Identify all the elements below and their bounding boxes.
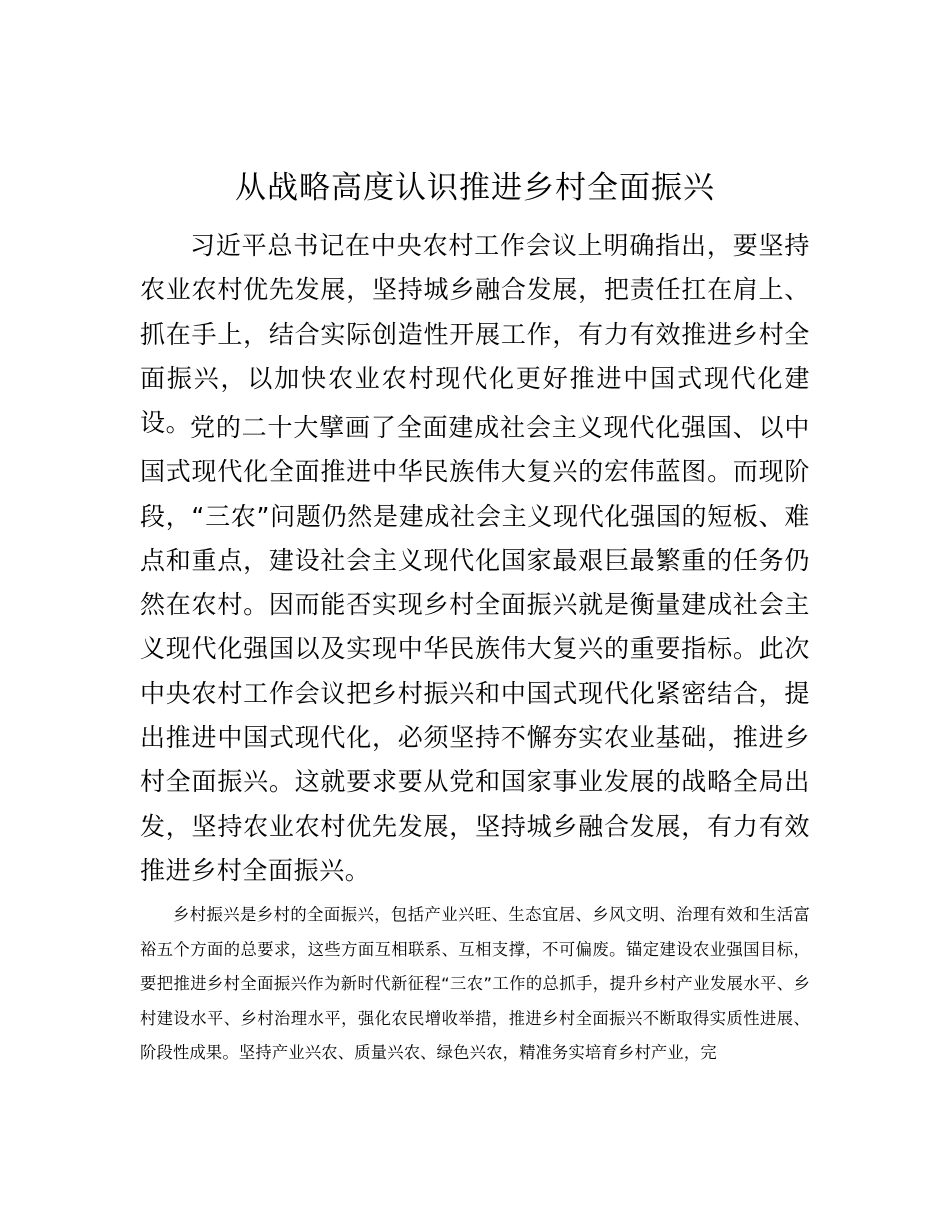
paragraph-1: 习近平总书记在中央农村工作会议上明确指出，要坚持农业农村优先发展，坚持城乡融合发展，把责任扛在肩上、抓在手上，结合实际创造性开展工作，有力有效推进乡村全面振兴，以加快农业农村现代化更好推进中国式现代化建设。	[140, 231, 810, 438]
paragraph-3: 乡村振兴是乡村的全面振兴，包括产业兴旺、生态宜居、乡风文明、治理有效和生活富裕五个方面的总要求，这些方面互相联系、互相支撑，不可偏废。锚定建设农业强国目标，要把推进乡村全面振兴作为新时代新征程“三农”工作的总抓手，提升乡村产业发展水平、乡村建设水平、乡村治理水平，强化农民增收举措，推进乡村全面振兴不断取得实质性进展、阶段性成果。坚持产业兴农、质量兴农、绿色兴农，精准务实培育乡村产业，完	[140, 905, 810, 1062]
document-title: 从战略高度认识推进乡村全面振兴	[235, 170, 715, 206]
paragraph-2: 党的二十大擘画了全面建成社会主义现代化强国、以中国式现代化全面推进中华民族伟大复兴的宏伟蓝图。而现阶段，“三农”问题仍然是建成社会主义现代化强国的短板、难点和重点，建设社会主义现代化国家最艰巨最繁重的任务仍然在农村。因而能否实现乡村全面振兴就是衡量建成社会主义现代化强国以及实现中华民族伟大复兴的重要指标。此次中央农村工作会议把乡村振兴和中国式现代化紧密结合，提出推进中国式现代化，必须坚持不懈夯实农业基础，推进乡村全面振兴。这就要求要从党和国家事业发展的战略全局出发，坚持农业农村优先发展，坚持城乡融合发展，有力有效推进乡村全面振兴。	[140, 413, 810, 885]
